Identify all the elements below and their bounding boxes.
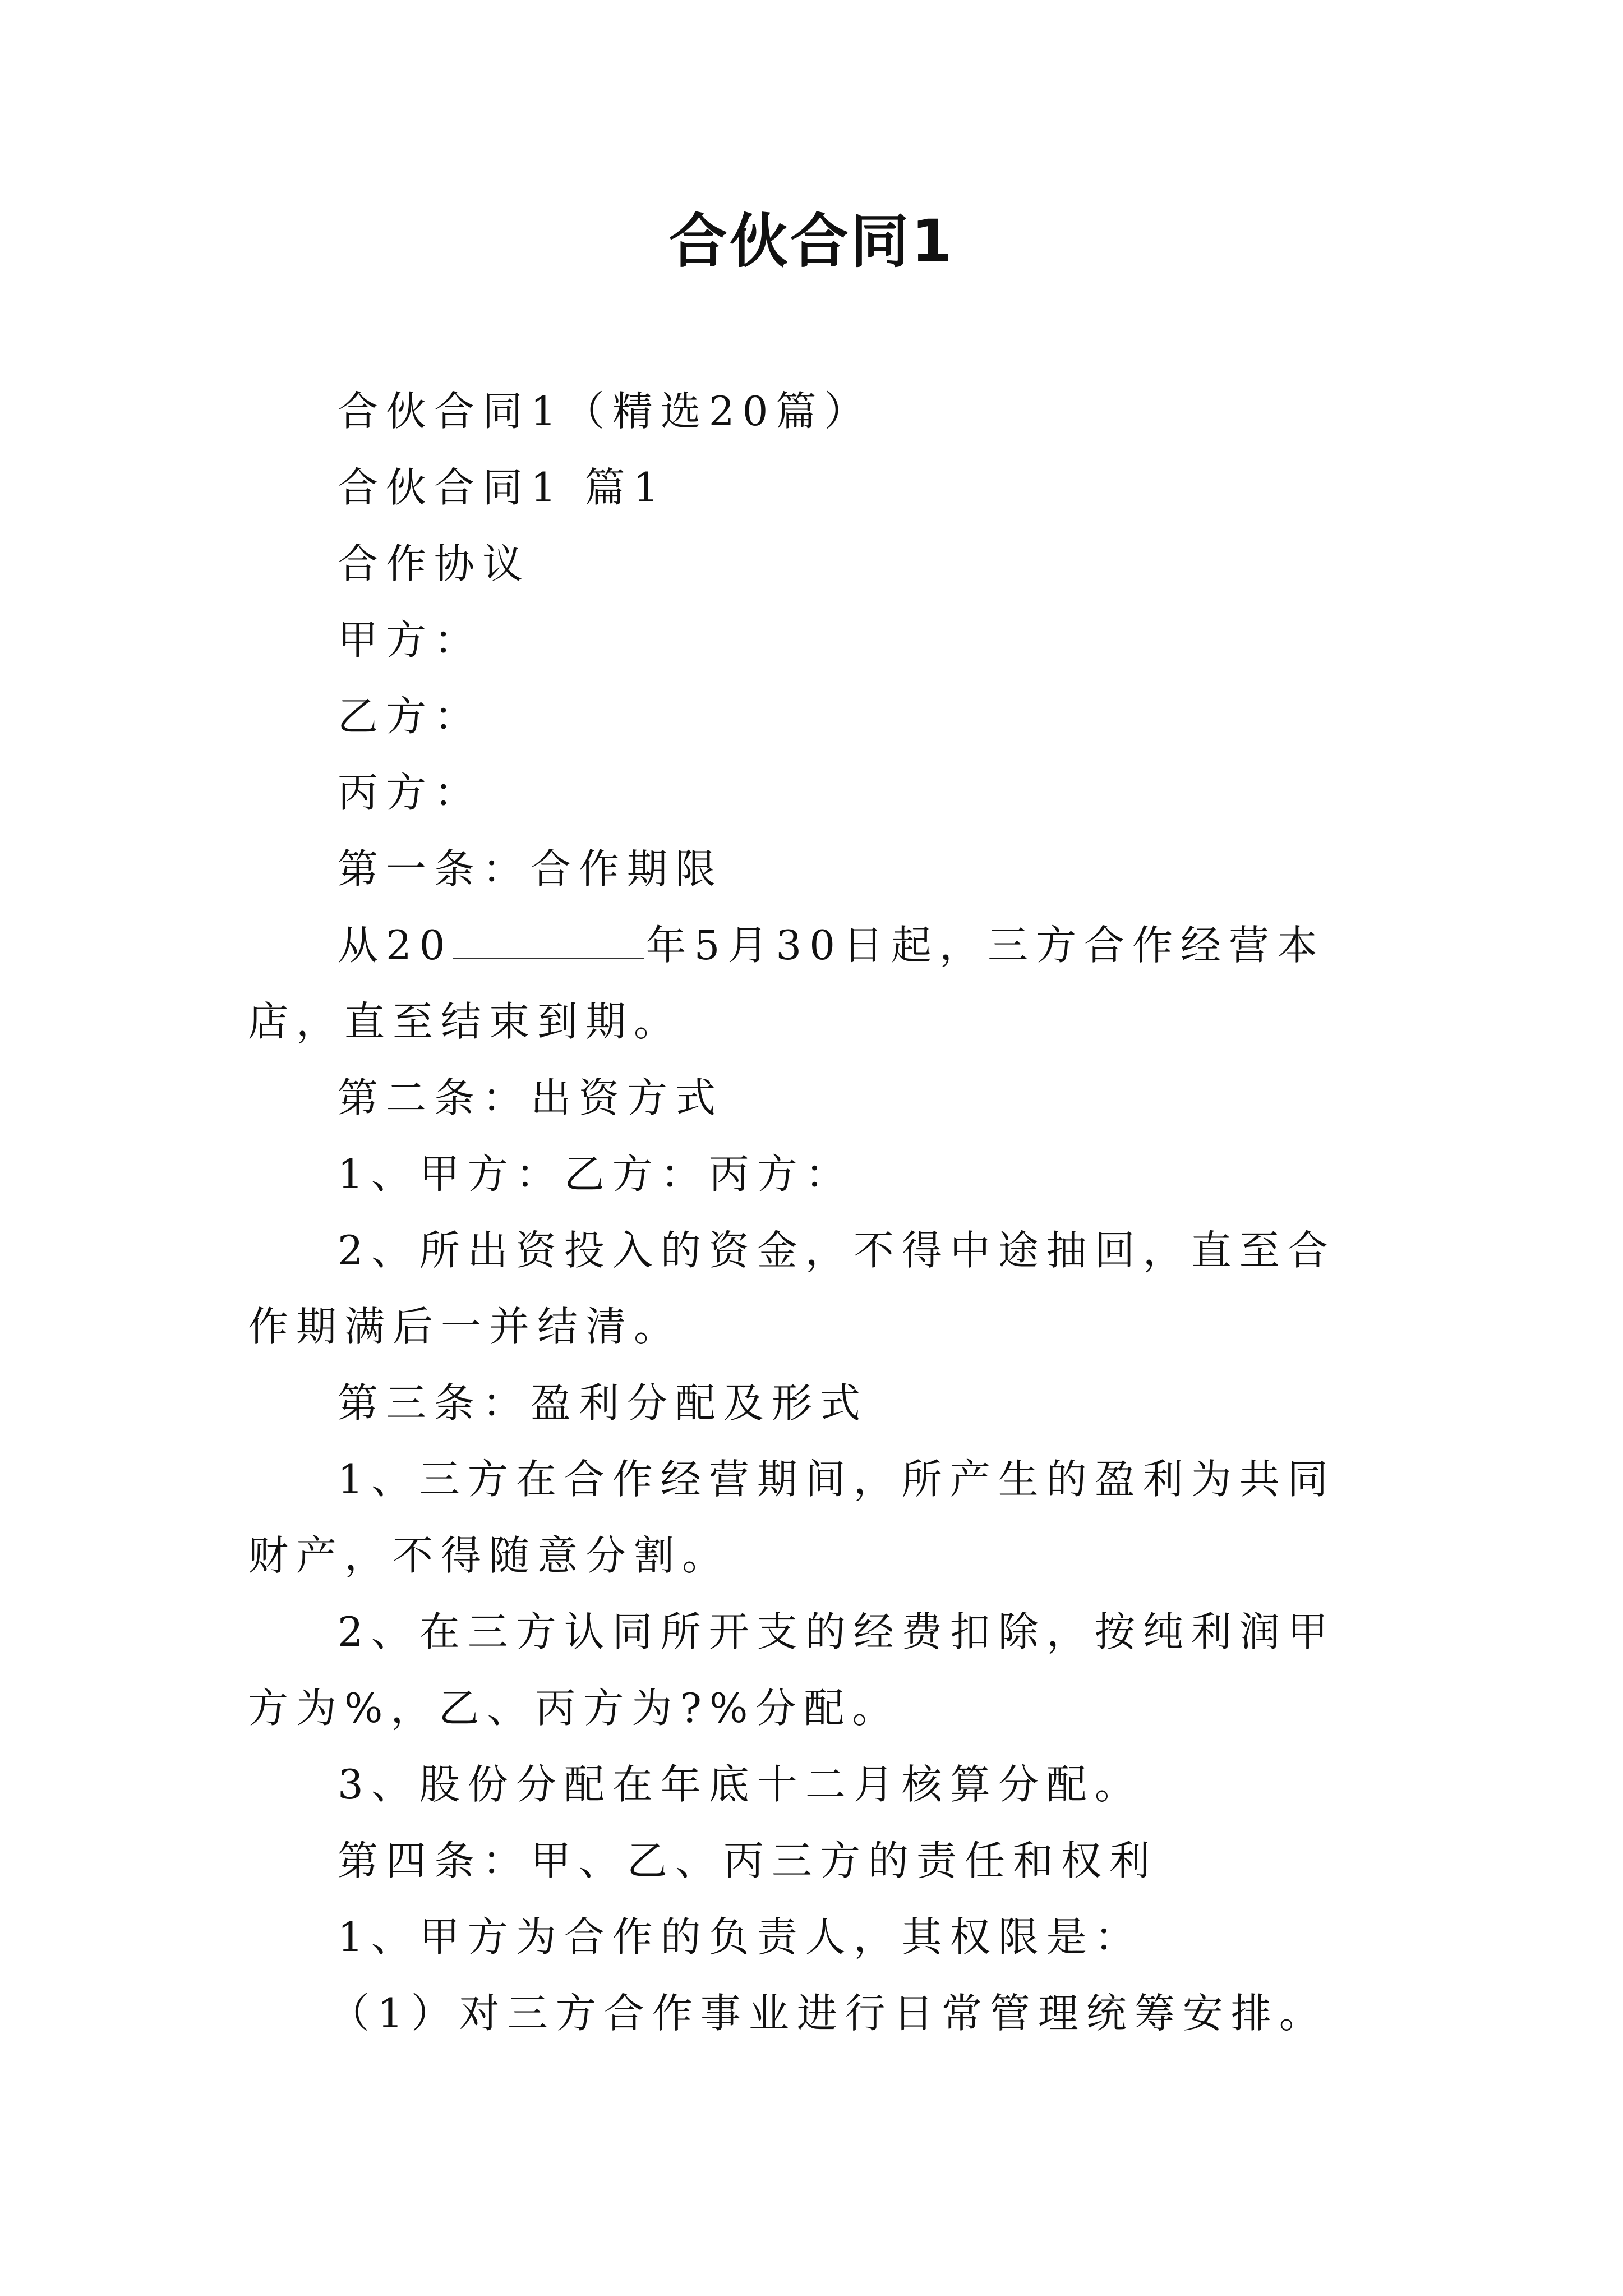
paragraph-profit-1: 1、三方在合作经营期间，所产生的盈利为共同财产，不得随意分割。 <box>248 1456 1336 1579</box>
paragraph-party-a: 甲方： <box>338 616 483 664</box>
paragraph-profit-3: 3、股份分配在年底十二月核算分配。 <box>338 1761 1143 1808</box>
paragraph-term-clause <box>248 907 1381 1060</box>
paragraph-party-b: 乙方： <box>338 693 483 740</box>
term-clause-suffix: 年5月30日起，三方合作经营本店，直至结束到期。 <box>248 922 1326 1045</box>
term-clause-prefix: 从20 <box>338 922 453 969</box>
paragraph-party-c: 丙方： <box>338 769 483 816</box>
paragraph-responsibility-1-item-1: （1）对三方合作事业进行日常管理统筹安排。 <box>329 1990 1327 2037</box>
paragraph-agreement-title: 合作协议 <box>338 540 531 587</box>
paragraph-responsibility-1: 1、甲方为合作的负责人，其权限是： <box>338 1913 1143 1961</box>
paragraph-article-2: 第二条：出资方式 <box>338 1074 724 1121</box>
date-blank-line <box>453 924 644 959</box>
paragraph-investment-1: 1、甲方：乙方：丙方： <box>338 1151 854 1198</box>
paragraph-article-1: 第一条：合作期限 <box>338 845 724 892</box>
paragraph-profit-2: 2、在三方认同所开支的经费扣除，按纯利润甲方为%，乙、丙方为?%分配。 <box>248 1608 1336 1732</box>
paragraph-investment-2: 2、所出资投入的资金，不得中途抽回，直至合作期满后一并结清。 <box>248 1227 1336 1350</box>
paragraph-section-heading: 合伙合同1 篇1 <box>338 464 667 511</box>
paragraph-article-3: 第三条：盈利分配及形式 <box>338 1379 869 1427</box>
document-body <box>248 373 1381 2051</box>
paragraph-subtitle: 合伙合同1（精选20篇） <box>338 388 873 435</box>
document-title: 合伙合同1 <box>668 207 955 275</box>
paragraph-article-4: 第四条：甲、乙、丙三方的责任和权利 <box>338 1837 1158 1884</box>
